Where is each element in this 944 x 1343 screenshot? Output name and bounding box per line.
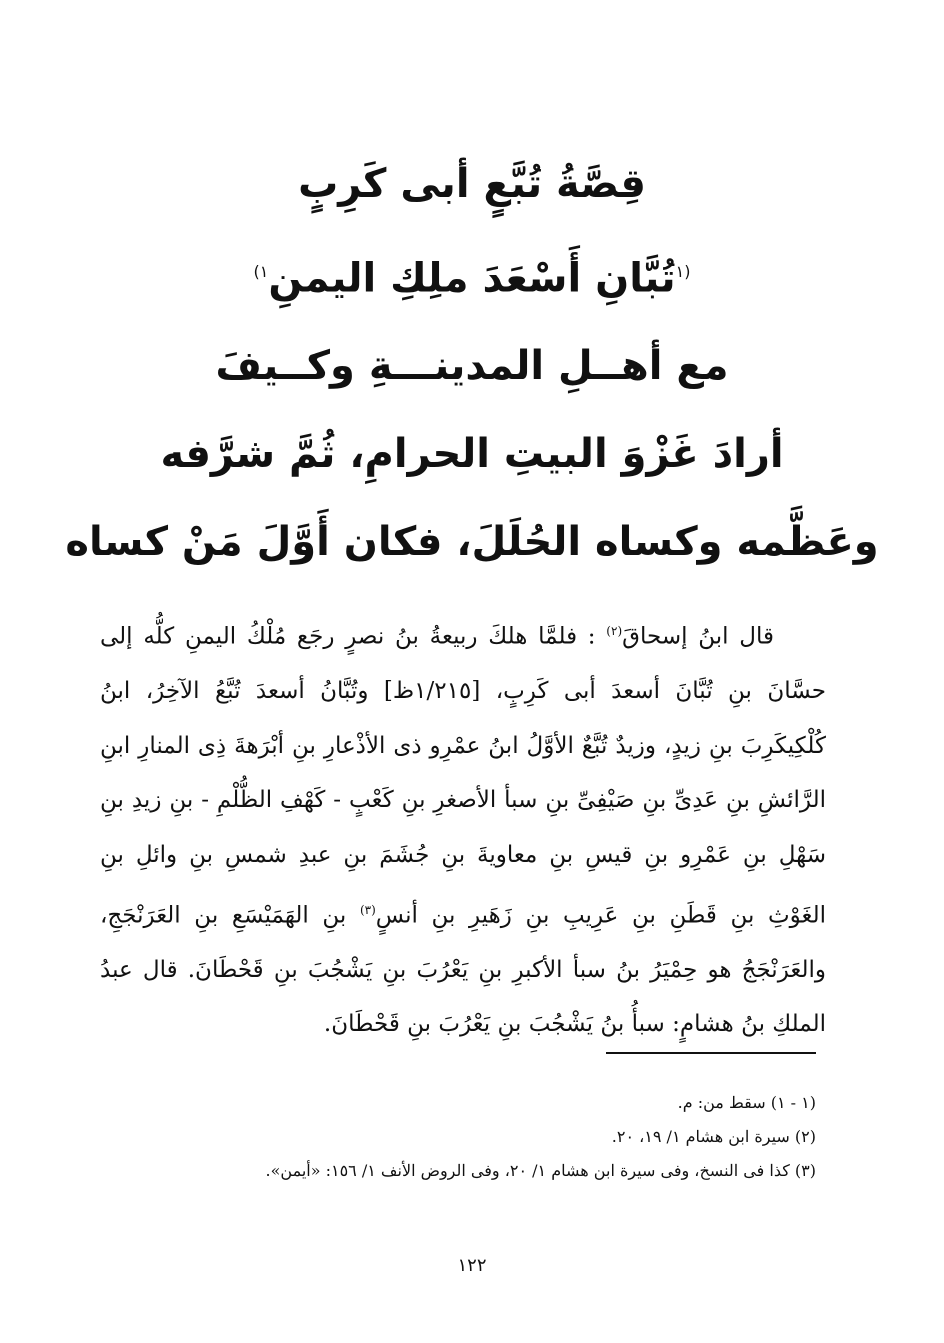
footnote-ref-2: (٢) <box>606 624 623 638</box>
footnote-ref-3: (٣) <box>359 902 376 917</box>
paragraph <box>100 604 826 1052</box>
title-line-3: مع أهــلِ المدينـــةِ وكــيفَ <box>215 343 729 390</box>
page-number: ١٢٢ <box>457 1255 487 1276</box>
footnote-2: (٢) سيرة ابن هشام ١/ ١٩، ٢٠. <box>611 1127 816 1146</box>
title-line-1: قِصَّةُ تُبَّعٍ أبى كَرِبٍ <box>298 161 646 207</box>
footnote-3: (٣) كذا فى النسخ، وفى سيرة ابن هشام ١/ ٢٠، وفى الروض الأنف ١/ ١٥٦: «أيمن». <box>265 1161 816 1180</box>
footnotes <box>100 1086 816 1188</box>
footnote-1: (١ - ١) سقط من: م. <box>677 1093 816 1112</box>
text-segment: : فلمَّا هلكَ ربيعةُ بنُ نصرٍ رجَع مُلْكُ اليمنِ كلُّه إلى حسَّانَ بنِ تُبَّانَ أسعدَ أبى كَرِبٍ، [١/٢١٥ظ] وتُبَّانُ أسعدَ تُبَّعُ الآخِرُ، ابنُ كُلْكِيكَرِبَ بنِ زيدٍ، وزيدٌ تُبَّعٌ الأوَّلُ ابنُ عمْرِو ذى الأذْعارِ بنِ أبْرَهةَ ذِى المنارِ ابنِ الرَّائشِ بنِ عَدِىِّ بنِ صَيْفِىِّ بنِ سبأ الأصغرِ بنِ كَعْبٍ - كَهْفِ الظُّلْمِ - بنِ زيدِ بنِ سَهْلِ بنِ عَمْرِو بنِ قيسِ بنِ معاويةَ بنِ جُشَمَ بنِ عبدِ شمسِ بنِ وائلِ بنِ الغَوْثِ بنِ قَطَنِ بنِ عَرِيبِ بنِ زَهَيرِ بنِ أنسٍ <box>100 623 827 929</box>
body-paragraph <box>100 604 826 1052</box>
footnote-marker-close: ١) <box>253 262 269 281</box>
text-segment: بنِ الهَمَيْسَعِ بنِ العَرَنْجَجِ، والعَرَنْجَجُ هو حِمْيَرُ بنُ سبأ الأكبرِ بنِ يَعْرُبَ بنِ يَشْجُبَ بنِ قَحْطَانَ. قال عبدُ الملكِ بنُ هشامٍ: سبأُ بنُ يَشْجُبَ بنِ يَعْرُبَ بنِ قَحْطَانَ. <box>100 902 826 1038</box>
text-segment: قال ابنُ إسحاقَ <box>622 623 774 650</box>
chapter-title <box>60 140 884 586</box>
title-line-2-text: تُبَّانِ أَسْعَدَ ملِكِ اليمنِ <box>268 255 676 302</box>
footnote-marker-open: (١ <box>675 262 691 281</box>
footnote-divider <box>606 1052 816 1054</box>
title-line-4: أرادَ غَزْوَ البيتِ الحرامِ، ثُمَّ شرَّفه <box>160 431 784 478</box>
title-line-2 <box>60 228 884 322</box>
title-line-5: وعَظَّمه وكساه الحُلَلَ، فكان أَوَّلَ مَنْ كساه <box>65 519 879 566</box>
